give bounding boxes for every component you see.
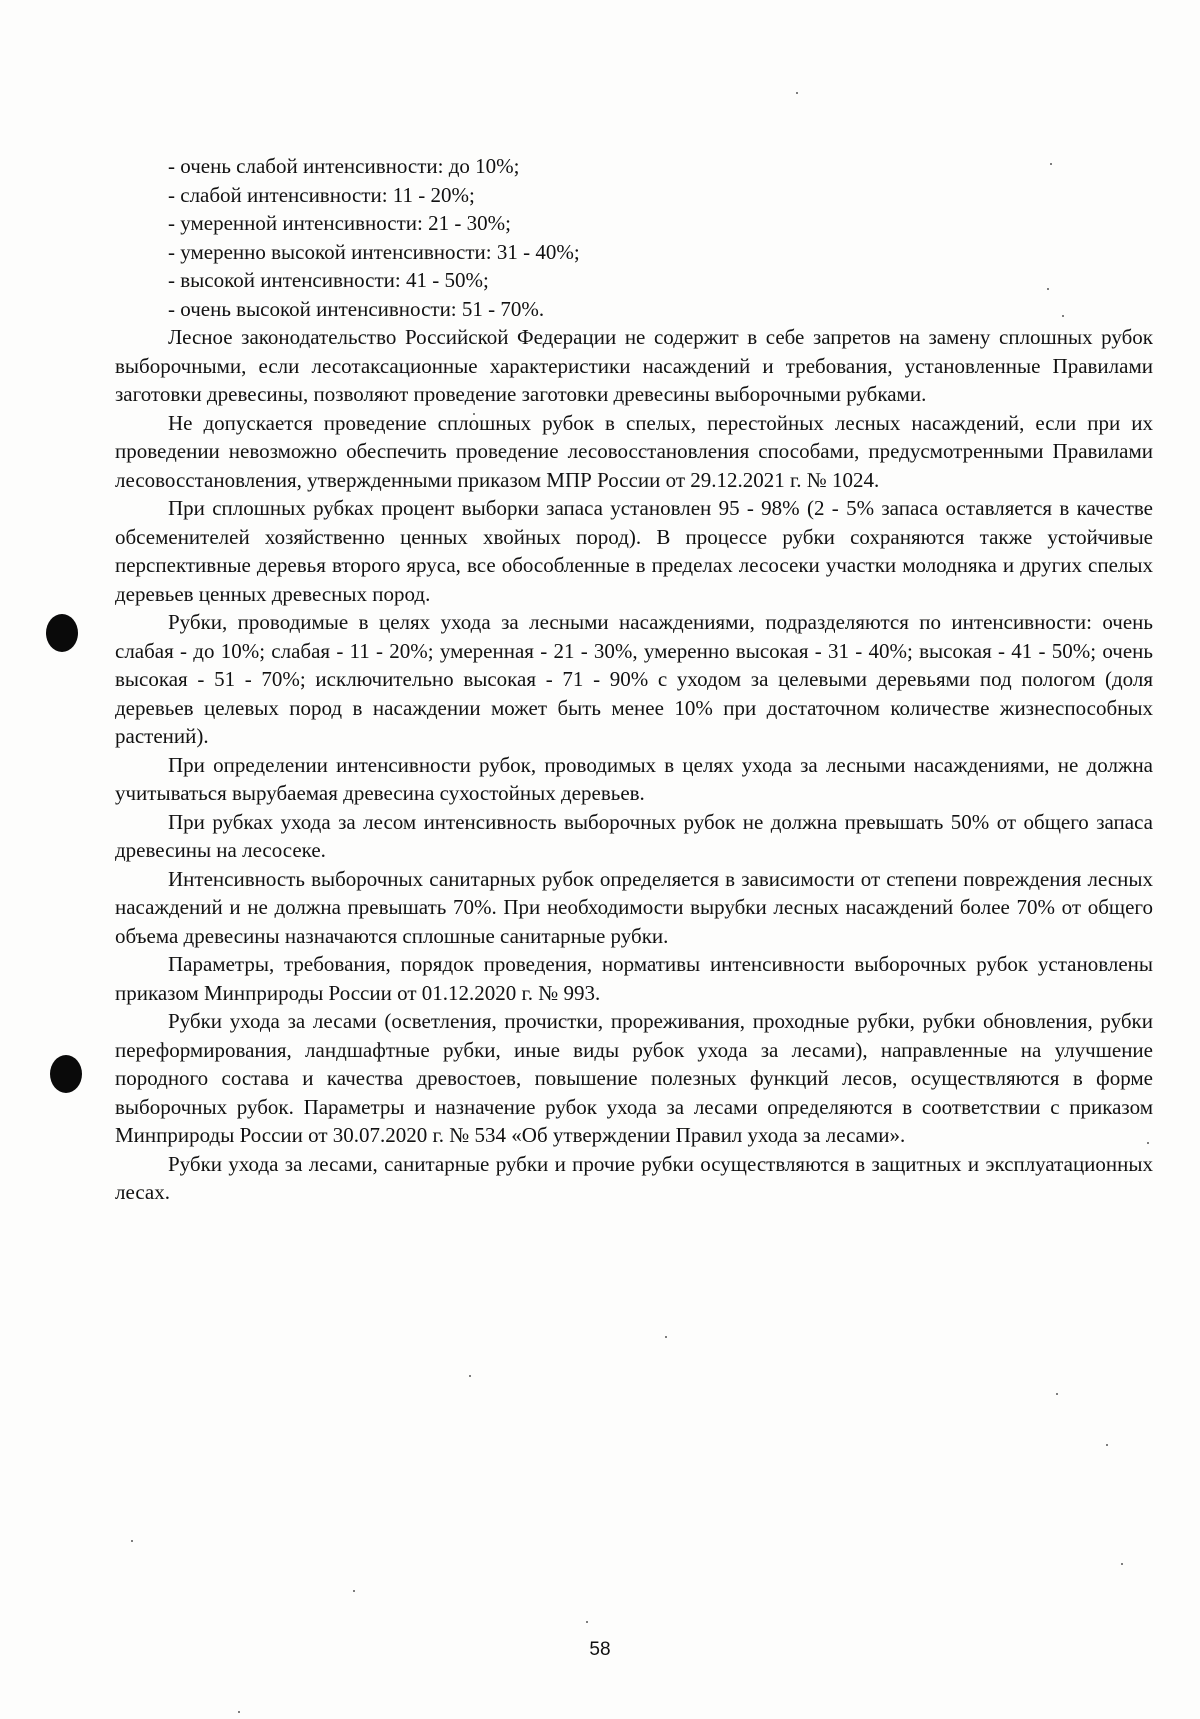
scan-speck [238,1711,240,1713]
intensity-list [115,152,1153,323]
scan-speck [665,1336,667,1338]
list-item: - слабой интенсивности: 11 - 20%; [168,182,475,207]
scan-speck [1106,1444,1108,1446]
paragraph: При сплошных рубках процент выборки запаса установлен 95 - 98% (2 - 5% запаса оставляется в качестве обсеменителей хозяйственно ценных хвойных пород). В процессе рубки сохраняются также устойчивые перспективные деревья второго яруса, все обособленные в пределах лесосеки участки молодняка и других спелых деревьев ценных древесных пород. [115,496,1153,606]
paragraph: Рубки ухода за лесами (осветления, прочистки, прореживания, проходные рубки, рубки обновления, рубки переформирования, ландшафтные рубки, иные виды рубок ухода за лесами), направленные на улучшение породного состава и качества древостоев, повышение полезных функций лесов, осуществляются в форме выборочных рубок. Параметры и назначение рубок ухода за лесами определяются в соответствии с приказом Минприроды России от 30.07.2020 г. № 534 «Об утверждении Правил ухода за лесами». [115,1009,1153,1147]
paragraph: При определении интенсивности рубок, проводимых в целях ухода за лесными насаждениями, не должна учитываться вырубаемая древесина сухостойных деревьев. [115,752,1153,805]
scan-speck [796,92,798,94]
paragraph: При рубках ухода за лесом интенсивность выборочных рубок не должна превышать 50% от общего запаса древесины на лесосеке. [115,809,1153,862]
paragraph: Рубки, проводимые в целях ухода за лесными насаждениями, подразделяются по интенсивности: очень слабая - до 10%; слабая - 11 - 20%; умеренная - 21 - 30%, умеренно высокая - 31 - 40%; высокая - 41 - 50%; очень высокая - 51 - 70%; исключительно высокая - 71 - 90% с уходом за целевыми деревьями под пологом (доля деревьев целевых пород в насаждении может быть менее 10% при достаточном количестве жизнеспособных растений). [115,610,1153,748]
list-item: - умеренно высокой интенсивности: 31 - 40%; [168,239,580,264]
document-body [115,152,1153,1207]
paragraph: Не допускается проведение сплошных рубок в спелых, перестойных лесных насаждений, если при их проведении невозможно обеспечить проведение лесовосстановления способами, предусмотренными Правилами лесовосстановления, утвержденными приказом МПР России от 29.12.2021 г. № 1024. [115,410,1153,492]
scan-speck [131,1540,133,1542]
scan-speck [586,1621,588,1623]
paragraph: Интенсивность выборочных санитарных рубок определяется в зависимости от степени повреждения лесных насаждений и не должна превышать 70%. При необходимости вырубки лесных насаждений более 70% от общего объема древесины назначаются сплошные санитарные рубки. [115,866,1153,948]
page-number: 58 [589,1639,611,1660]
list-item: - очень высокой интенсивности: 51 - 70%. [168,296,545,321]
punch-hole-top [46,614,78,652]
list-item: - очень слабой интенсивности: до 10%; [168,154,520,178]
paragraph: Параметры, требования, порядок проведения, нормативы интенсивности выборочных рубок установлены приказом Минприроды России от 01.12.2020 г. № 993. [115,952,1153,1005]
paragraph: Лесное законодательство Российской Федерации не содержит в себе запретов на замену сплошных рубок выборочными, если лесотаксационные характеристики насаждений и требования, установленные Правилами заготовки древесины, позволяют проведение заготовки древесины выборочными рубками. [115,325,1153,406]
list-item: - высокой интенсивности: 41 - 50%; [168,268,489,292]
scan-speck [1056,1393,1058,1395]
scan-speck [1121,1563,1123,1565]
scan-speck [469,1375,471,1377]
punch-hole-bottom [50,1055,82,1093]
list-item: - умеренной интенсивности: 21 - 30%; [168,211,511,235]
paragraph: Рубки ухода за лесами, санитарные рубки и прочие рубки осуществляются в защитных и эксплуатационных лесах. [115,1151,1153,1204]
scan-speck [353,1590,355,1592]
